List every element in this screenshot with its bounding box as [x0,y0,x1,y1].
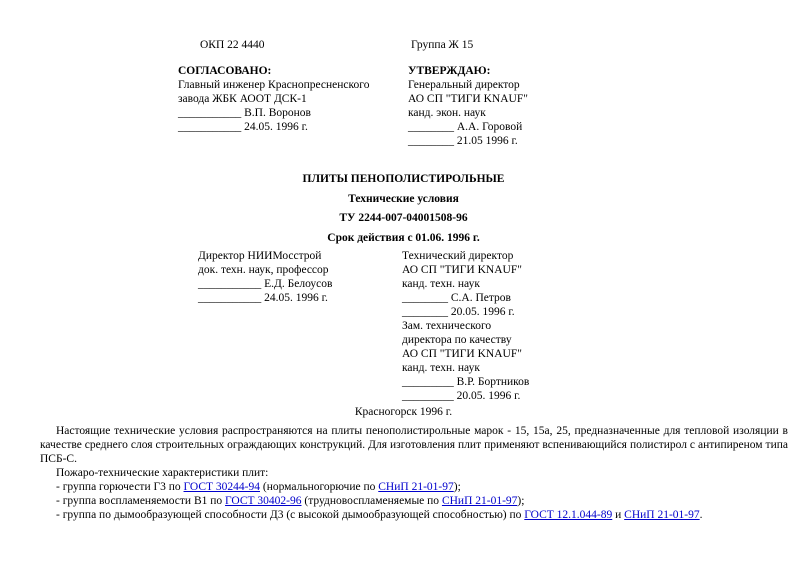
gost-12-1-044-link[interactable]: ГОСТ 12.1.044-89 [524,509,613,521]
okp-code: ОКП 22 4440 [200,39,265,51]
signatory-line: канд. техн. наук [402,362,480,374]
signatory-line: АО СП "ТИГИ KNAUF" [402,348,522,360]
list-item [40,494,788,508]
agreed-line: ___________ 24.05. 1996 г. [178,121,308,133]
intro-paragraph: Настоящие технические условия распространяются на плиты пенополистирольные марок - 15, 15а, 25, предназначенные для тепловой изоляции в качестве среднего слоя строительных ограждающих конструкций. Для изготовления плит применяют вспенивающийся полистирол с антипиреном типа ПСБ-С. [40,425,788,465]
gost-30244-link[interactable]: ГОСТ 30244-94 [183,481,260,493]
approved-line: Генеральный директор [408,79,520,91]
gost-30402-link[interactable]: ГОСТ 30402-96 [225,495,302,507]
signatory-line: директора по качеству [402,334,512,346]
approved-heading: УТВЕРЖДАЮ: [408,65,491,77]
item-text: - группа горючести Г3 по [56,481,184,493]
item-text: - группа по дымообразующей способности Д3 (с высокой дымообразующей способностью) по [56,509,525,521]
item-text: и [612,509,625,521]
signatory-line: ___________ 24.05. 1996 г. [198,292,328,304]
approved-line: ________ А.А. Горовой [408,121,523,133]
approved-block [408,64,528,148]
signatory-line: ________ 20.05. 1996 г. [402,306,515,318]
agreed-heading: СОГЛАСОВАНО: [178,65,272,77]
approved-line: канд. экон. наук [408,107,486,119]
snip-21-01-97-link[interactable]: СНиП 21-01-97 [378,481,454,493]
fire-list [40,480,788,522]
agreed-line: Главный инженер Краснопресненского [178,79,370,91]
signatory-line: ________ С.А. Петров [402,292,511,304]
agreed-line: завода ЖБК АООТ ДСК-1 [178,93,307,105]
fire-heading: Пожаро-технические характеристики плит: [56,467,269,479]
document-title: ПЛИТЫ ПЕНОПОЛИСТИРОЛЬНЫЕ [302,173,505,185]
signatory-line: Зам. технического [402,320,492,332]
item-text: - группа воспламеняемости В1 по [56,495,226,507]
document-code: ТУ 2244-007-04001508-96 [339,212,468,224]
agreed-line: ___________ В.П. Воронов [178,107,311,119]
item-text: (нормальногорючие по [260,481,379,493]
signatory-line: док. техн. наук, профессор [198,264,329,276]
signatories-right [402,249,529,403]
snip-21-01-97-link[interactable]: СНиП 21-01-97 [624,509,700,521]
signatories-left [198,249,332,305]
group-code: Группа Ж 15 [411,39,474,51]
signatory-line: _________ 20.05. 1996 г. [402,390,521,402]
signatory-line: канд. техн. наук [402,278,480,290]
signatory-line: Директор НИИМосстрой [198,250,322,262]
list-item [40,508,788,522]
validity-period: Срок действия с 01.06. 1996 г. [327,232,480,244]
signatory-line: АО СП "ТИГИ KNAUF" [402,264,522,276]
document-subtitle: Технические условия [348,193,459,205]
signatory-line: _________ В.Р. Бортников [402,376,530,388]
signatory-line: ___________ Е.Д. Белоусов [198,278,333,290]
place-year: Красногорск 1996 г. [354,406,453,418]
list-item [40,480,788,494]
fire-characteristics [40,466,788,522]
agreed-block [178,64,369,134]
signatory-line: Технический директор [402,250,514,262]
approved-line: АО СП "ТИГИ KNAUF" [408,93,528,105]
snip-21-01-97-link[interactable]: СНиП 21-01-97 [441,495,518,507]
item-text: (трудновоспламеняемые по [301,495,442,507]
item-text: . [699,509,703,521]
item-text: ); [517,495,525,507]
approved-line: ________ 21.05 1996 г. [408,135,518,147]
item-text: ); [453,481,461,493]
